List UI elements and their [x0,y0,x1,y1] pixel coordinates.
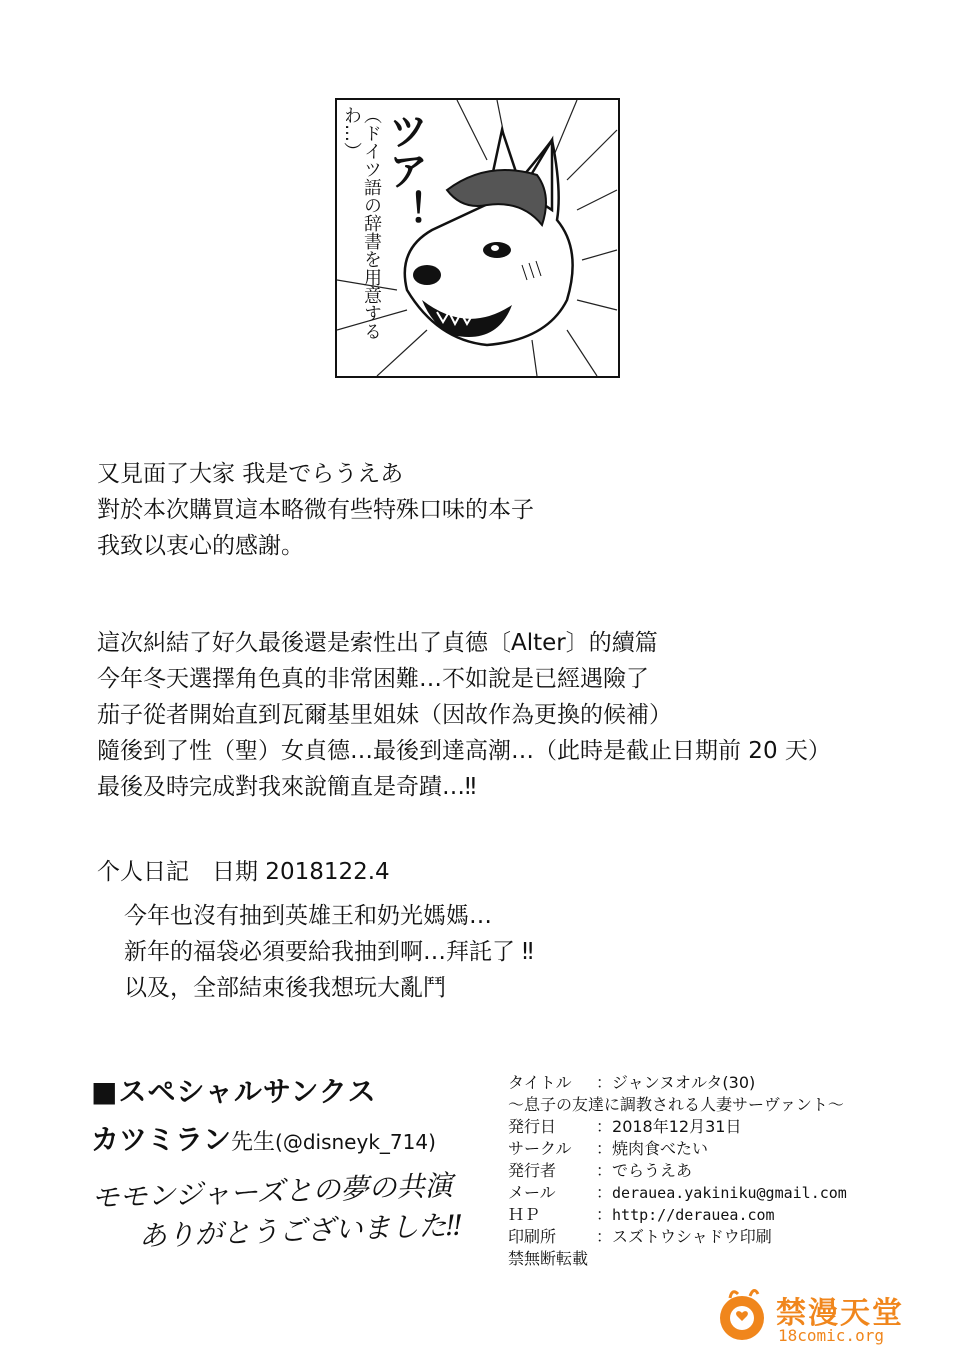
artist-handle: (@disneyk_714) [275,1130,436,1154]
greeting-block [97,456,534,564]
colophon-circle-row: サークル ：焼肉食べたい [508,1139,709,1158]
speech-bubble-text: （ドイツ語の辞書を用意するわ…） [341,106,382,340]
colophon-date-row: 発行日 ：2018年12月31日 [508,1117,742,1136]
artist-name: カツミラン [91,1123,232,1156]
handwritten-thanks [91,1166,462,1259]
colophon [508,1072,847,1270]
colophon-title-row: タイトル ：ジャンヌオルタ(30) [508,1073,756,1092]
colophon-notice: 禁無断転載 [508,1249,589,1268]
diary-line: 今年也沒有抽到英雄王和奶光媽媽… [124,903,492,929]
body-line: 茄子從者開始直到瓦爾基里姐妹（因故作為更換的候補） [97,702,672,728]
diary-block [124,898,533,1006]
colophon-mail-row: メール ：derauea.yakiniku@gmail.com [508,1183,847,1202]
greeting-line: 對於本次購買這本略微有些特殊口味的本子 [97,497,534,523]
colophon-print-row: 印刷所 ：スズトウシャドウ印刷 [508,1227,772,1246]
thanks-line: ありがとうございました‼ [138,1208,462,1253]
body-line: 這次糾結了好久最後還是索性出了貞德〔Alter〕的續篇 [97,630,658,656]
watermark-brand: 禁漫天堂 [776,1296,904,1331]
thanks-line: モモンジャーズとの夢の共演 [90,1168,454,1215]
body-block [97,625,831,805]
body-line: 今年冬天選擇角色真的非常困難…不如說是已經遇險了 [97,666,649,692]
special-thanks-name [91,1118,436,1158]
body-line: 隨後到了性（聖）女貞德…最後到達高潮…（此時是截止日期前 20 天） [97,738,831,764]
colophon-hp-row: ＨＰ ：http://derauea.com [508,1205,775,1224]
special-thanks-title: ■スペシャルサンクス [91,1075,377,1108]
greeting-line: 我致以衷心的感謝。 [97,533,304,559]
diary-header: 个人日記 日期 2018122.4 [97,859,390,885]
illustration-panel [335,98,620,378]
honorific: 先生 [231,1130,276,1155]
body-line: 最後及時完成對我來說簡直是奇蹟…‼ [97,774,477,800]
sfx-text: ツア！ [382,110,428,230]
greeting-line: 又見面了大家 我是でらうえあ [97,461,404,487]
diary-line: 新年的福袋必須要給我抽到啊…拜託了 ‼ [124,939,534,965]
watermark-site: 18comic.org [778,1326,884,1345]
colophon-subtitle: 〜息子の友達に調教される人妻サーヴァント〜 [508,1095,844,1114]
colophon-publisher-row: 発行者 ：でらうえあ [508,1161,693,1180]
diary-line: 以及，全部結束後我想玩大亂鬥 [124,975,446,1001]
